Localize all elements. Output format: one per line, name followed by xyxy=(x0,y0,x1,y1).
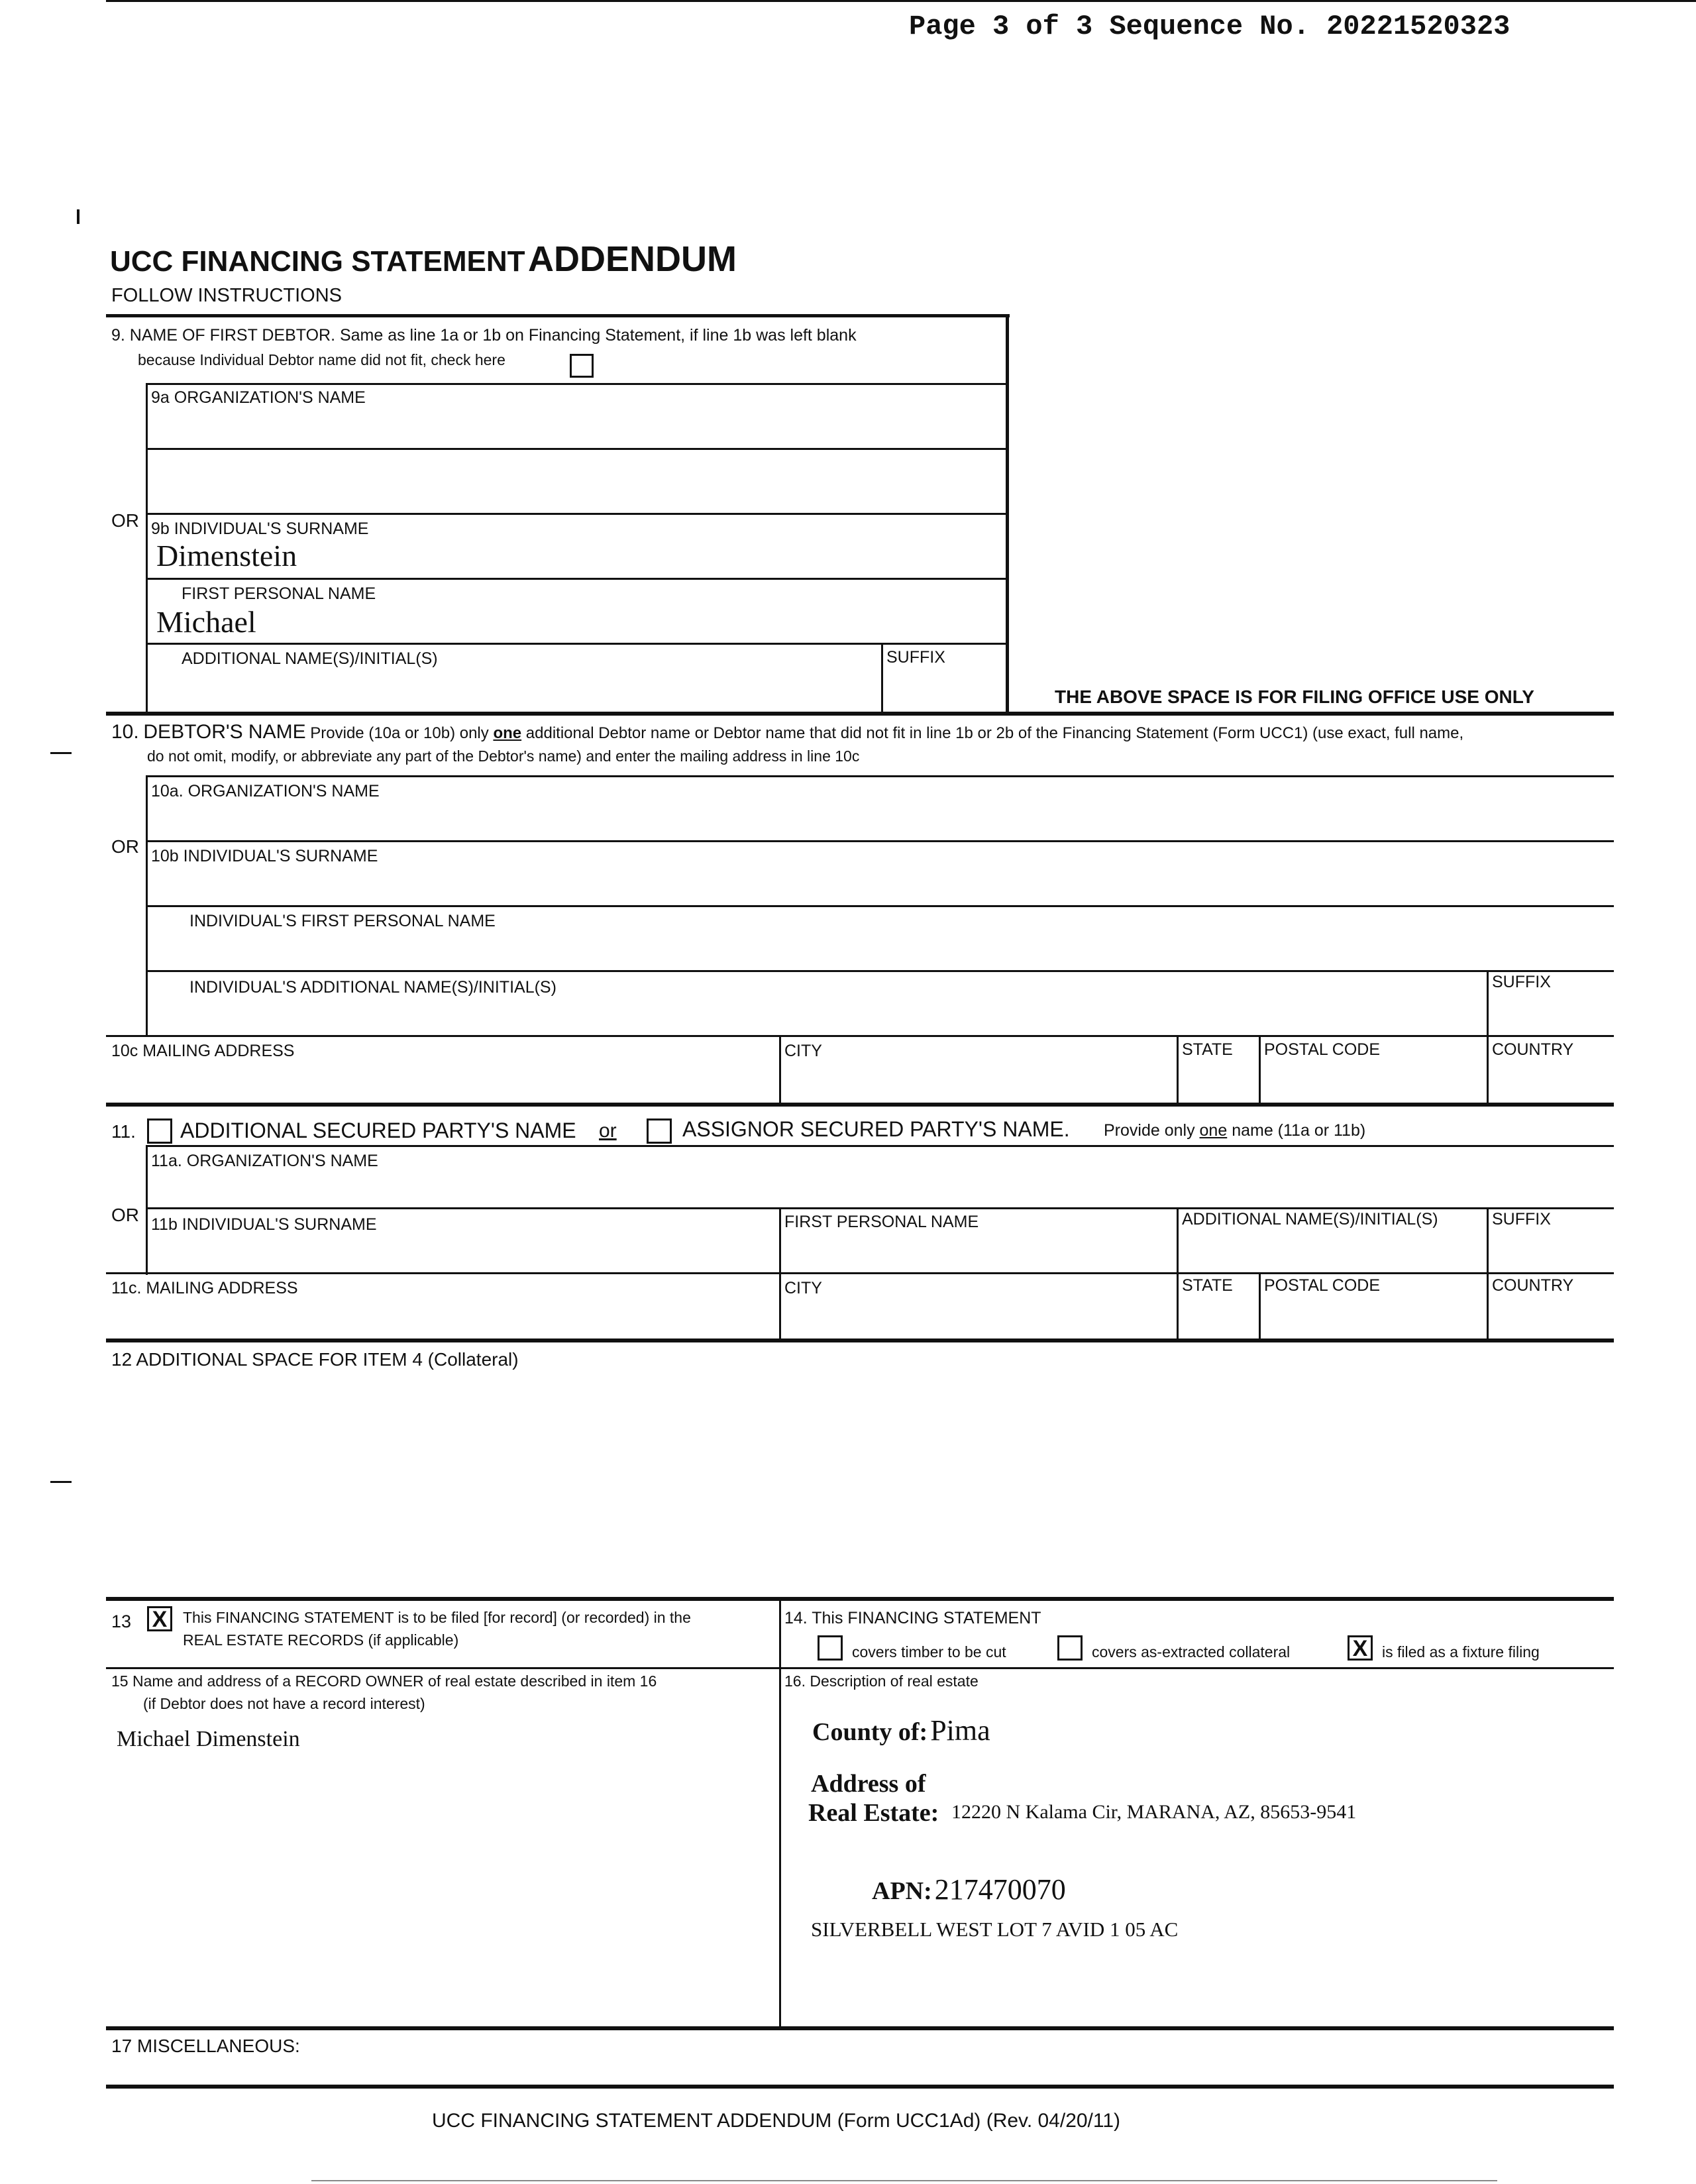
sec11c-mailing-label: 11c. MAILING ADDRESS xyxy=(111,1279,298,1297)
sec10-row-rule xyxy=(146,970,1614,972)
sec10a-label: 10a. ORGANIZATION'S NAME xyxy=(151,782,380,800)
sec10-or: OR xyxy=(111,836,139,857)
sec16-address-label-1: Address of xyxy=(811,1770,926,1798)
sec9-row-rule xyxy=(146,643,1007,645)
sec9-first-label: FIRST PERSONAL NAME xyxy=(182,584,376,603)
sec10-instructions-2: do not omit, modify, or abbreviate any part of the Debtor's name) and enter the mailing address in line 10c xyxy=(147,747,860,765)
sec9-instructions-2: because Individual Debtor name did not fit, check here xyxy=(138,351,505,368)
sec11-provide-one: one xyxy=(1199,1121,1228,1140)
sec11-first-label: FIRST PERSONAL NAME xyxy=(784,1213,979,1231)
sec15-owner-value: Michael Dimenstein xyxy=(117,1727,300,1751)
sec9-suffix-label: SUFFIX xyxy=(886,648,945,667)
form-footer: UCC FINANCING STATEMENT ADDENDUM (Form UCC1Ad) (Rev. 04/20/11) xyxy=(432,2110,1121,2132)
sec10-heading: DEBTOR'S NAME xyxy=(143,721,306,743)
sec16-legal-description: SILVERBELL WEST LOT 7 AVID 1 05 AC xyxy=(811,1918,1179,1941)
form-title-main: UCC FINANCING STATEMENT xyxy=(110,245,525,278)
sec9-box-left xyxy=(146,383,148,712)
sec17-label: 17 MISCELLANEOUS: xyxy=(111,2036,300,2056)
sec9-suffix-divider xyxy=(881,643,883,713)
sec14-timber-checkbox[interactable] xyxy=(818,1635,843,1661)
sec10-box-top xyxy=(146,775,1614,777)
bottom-scan-line xyxy=(311,2180,1497,2181)
sec11-box-top xyxy=(146,1145,1614,1147)
sec14-fixture-checkbox[interactable]: X xyxy=(1348,1635,1373,1661)
sec11-assignor-label: ASSIGNOR SECURED PARTY'S NAME. xyxy=(682,1117,1070,1141)
sec9a-label: 9a ORGANIZATION'S NAME xyxy=(151,388,366,407)
sec11-additional-checkbox[interactable] xyxy=(147,1119,172,1144)
sec9-box-top xyxy=(146,383,1007,385)
sec16-apn-value: 217470070 xyxy=(934,1873,1066,1906)
sec11-country-label: COUNTRY xyxy=(1492,1276,1574,1295)
sec15-top-rule xyxy=(106,1667,1614,1669)
sec14-extracted-checkbox[interactable] xyxy=(1057,1635,1083,1661)
sec11-state-label: STATE xyxy=(1182,1276,1233,1295)
sec10c-mailing-label: 10c MAILING ADDRESS xyxy=(111,1042,295,1060)
sec10-suffix-divider xyxy=(1487,970,1489,1105)
sec14-timber-label: covers timber to be cut xyxy=(852,1643,1006,1661)
sec11-or-word: or xyxy=(599,1120,617,1142)
sec9-top-rule xyxy=(106,314,1010,317)
sec11-provide-note xyxy=(1104,1121,1365,1140)
margin-tick-mark xyxy=(50,1481,72,1483)
sec13-14-divider xyxy=(779,1597,781,2028)
sec11-postal-divider xyxy=(1259,1272,1261,1340)
sec13-line1: This FINANCING STATEMENT is to be filed [for record] (or recorded) in the xyxy=(183,1609,691,1626)
sec13-num: 13 xyxy=(111,1611,132,1631)
sec11-additional-label: ADDITIONAL NAME(S)/INITIAL(S) xyxy=(1182,1210,1438,1228)
sec11-box-left xyxy=(146,1145,148,1275)
sec12-label: 12 ADDITIONAL SPACE FOR ITEM 4 (Collateral) xyxy=(111,1349,519,1370)
sec10-state-divider xyxy=(1177,1035,1179,1104)
sec11-postal-label: POSTAL CODE xyxy=(1264,1276,1381,1295)
page-sequence-header: Page 3 of 3 Sequence No. 20221520323 xyxy=(909,11,1510,42)
sec15-line2: (if Debtor does not have a record interest) xyxy=(143,1695,425,1712)
top-border-line xyxy=(106,0,1696,2)
sec11-provide-b: name (11a or 11b) xyxy=(1232,1121,1366,1140)
sec11-suffix-label: SUFFIX xyxy=(1492,1210,1551,1228)
sec15-line1: 15 Name and address of a RECORD OWNER of real estate described in item 16 xyxy=(111,1672,657,1690)
sec11-or: OR xyxy=(111,1205,139,1225)
sec11-additional-label: ADDITIONAL SECURED PARTY'S NAME xyxy=(180,1119,576,1142)
sec14-label: 14. This FINANCING STATEMENT xyxy=(784,1609,1041,1627)
sec9-row-rule xyxy=(146,513,1007,515)
sec10-state-label: STATE xyxy=(1182,1040,1233,1059)
form-title xyxy=(110,239,737,280)
sec16-county-label: County of: xyxy=(812,1718,928,1746)
sec9-instructions-1: 9. NAME OF FIRST DEBTOR. Same as line 1a or 1b on Financing Statement, if line 1b was left blank xyxy=(111,326,857,345)
sec16-address-label-2: Real Estate: xyxy=(808,1799,939,1827)
margin-tick-mark xyxy=(50,752,72,754)
sec10-provide-one: one xyxy=(493,724,522,742)
sec10-city-divider xyxy=(779,1035,781,1104)
sec11-top-rule xyxy=(106,1103,1614,1107)
sec16-county-value: Pima xyxy=(930,1714,990,1747)
sec17-bottom-rule xyxy=(106,2085,1614,2089)
sec9-first-value: Michael xyxy=(156,605,256,639)
sec10-first-label: INDIVIDUAL'S FIRST PERSONAL NAME xyxy=(189,912,496,930)
sec10-header xyxy=(111,721,1463,743)
sec9-checkbox[interactable] xyxy=(570,354,594,378)
sec10-row-rule xyxy=(146,840,1614,842)
sec9-row-rule xyxy=(146,448,1007,450)
sec11-row-rule xyxy=(106,1272,1614,1274)
sec17-top-rule xyxy=(106,2026,1614,2030)
sec16-apn-label: APN: xyxy=(872,1877,932,1905)
sec10-suffix-label: SUFFIX xyxy=(1492,973,1551,991)
sec16-apn xyxy=(872,1873,1066,1906)
sec10-additional-label: INDIVIDUAL'S ADDITIONAL NAME(S)/INITIAL(S) xyxy=(189,978,556,997)
sec11-row-rule xyxy=(146,1207,1614,1209)
sec11b-label: 11b INDIVIDUAL'S SURNAME xyxy=(151,1215,377,1234)
sec14-fixture-label: is filed as a fixture filing xyxy=(1382,1643,1540,1661)
follow-instructions: FOLLOW INSTRUCTIONS xyxy=(111,285,343,306)
sec11a-label: 11a. ORGANIZATION'S NAME xyxy=(151,1152,378,1170)
sec10-row-rule xyxy=(146,905,1614,907)
sec10-postal-divider xyxy=(1259,1035,1261,1104)
form-title-addendum: ADDENDUM xyxy=(528,239,737,279)
sec11-city-label: CITY xyxy=(784,1279,822,1297)
sec10-postal-label: POSTAL CODE xyxy=(1264,1040,1381,1059)
sec11-assignor-checkbox[interactable] xyxy=(647,1119,672,1144)
sec13-checkbox[interactable]: X xyxy=(147,1606,172,1631)
sec12-top-rule xyxy=(106,1338,1614,1342)
scan-mark xyxy=(77,209,80,224)
sec10b-label: 10b INDIVIDUAL'S SURNAME xyxy=(151,847,378,865)
sec10-country-label: COUNTRY xyxy=(1492,1040,1574,1059)
sec9-or: OR xyxy=(111,510,139,531)
sec16-county xyxy=(812,1714,990,1747)
sec10-city-label: CITY xyxy=(784,1042,822,1060)
sec9-additional-label: ADDITIONAL NAME(S)/INITIAL(S) xyxy=(182,649,438,668)
sec9-row-rule xyxy=(146,578,1007,580)
sec11-num: 11. xyxy=(111,1121,136,1142)
sec16-address-value: 12220 N Kalama Cir, MARANA, AZ, 85653-9541 xyxy=(951,1801,1357,1823)
filing-office-note: THE ABOVE SPACE IS FOR FILING OFFICE USE ONLY xyxy=(1055,686,1534,707)
sec10-row-rule xyxy=(106,1035,1614,1037)
sec10-provide-b: additional Debtor name or Debtor name that did not fit in line 1b or 2b of the Financing Statement (Form UCC1) (use exact, full name, xyxy=(525,724,1464,742)
sec9b-label: 9b INDIVIDUAL'S SURNAME xyxy=(151,519,369,538)
sec13-line2: REAL ESTATE RECORDS (if applicable) xyxy=(183,1631,459,1649)
sec10-top-rule xyxy=(106,712,1614,716)
sec16-label: 16. Description of real estate xyxy=(784,1672,979,1690)
sec14-extracted-label: covers as-extracted collateral xyxy=(1092,1643,1291,1661)
sec11-provide-a: Provide only xyxy=(1104,1121,1195,1140)
sec13-top-rule xyxy=(106,1597,1614,1601)
sec10-provide-a: Provide (10a or 10b) only xyxy=(310,724,489,742)
sec10-num: 10. xyxy=(111,721,139,743)
sec9b-surname-value: Dimenstein xyxy=(156,539,297,573)
